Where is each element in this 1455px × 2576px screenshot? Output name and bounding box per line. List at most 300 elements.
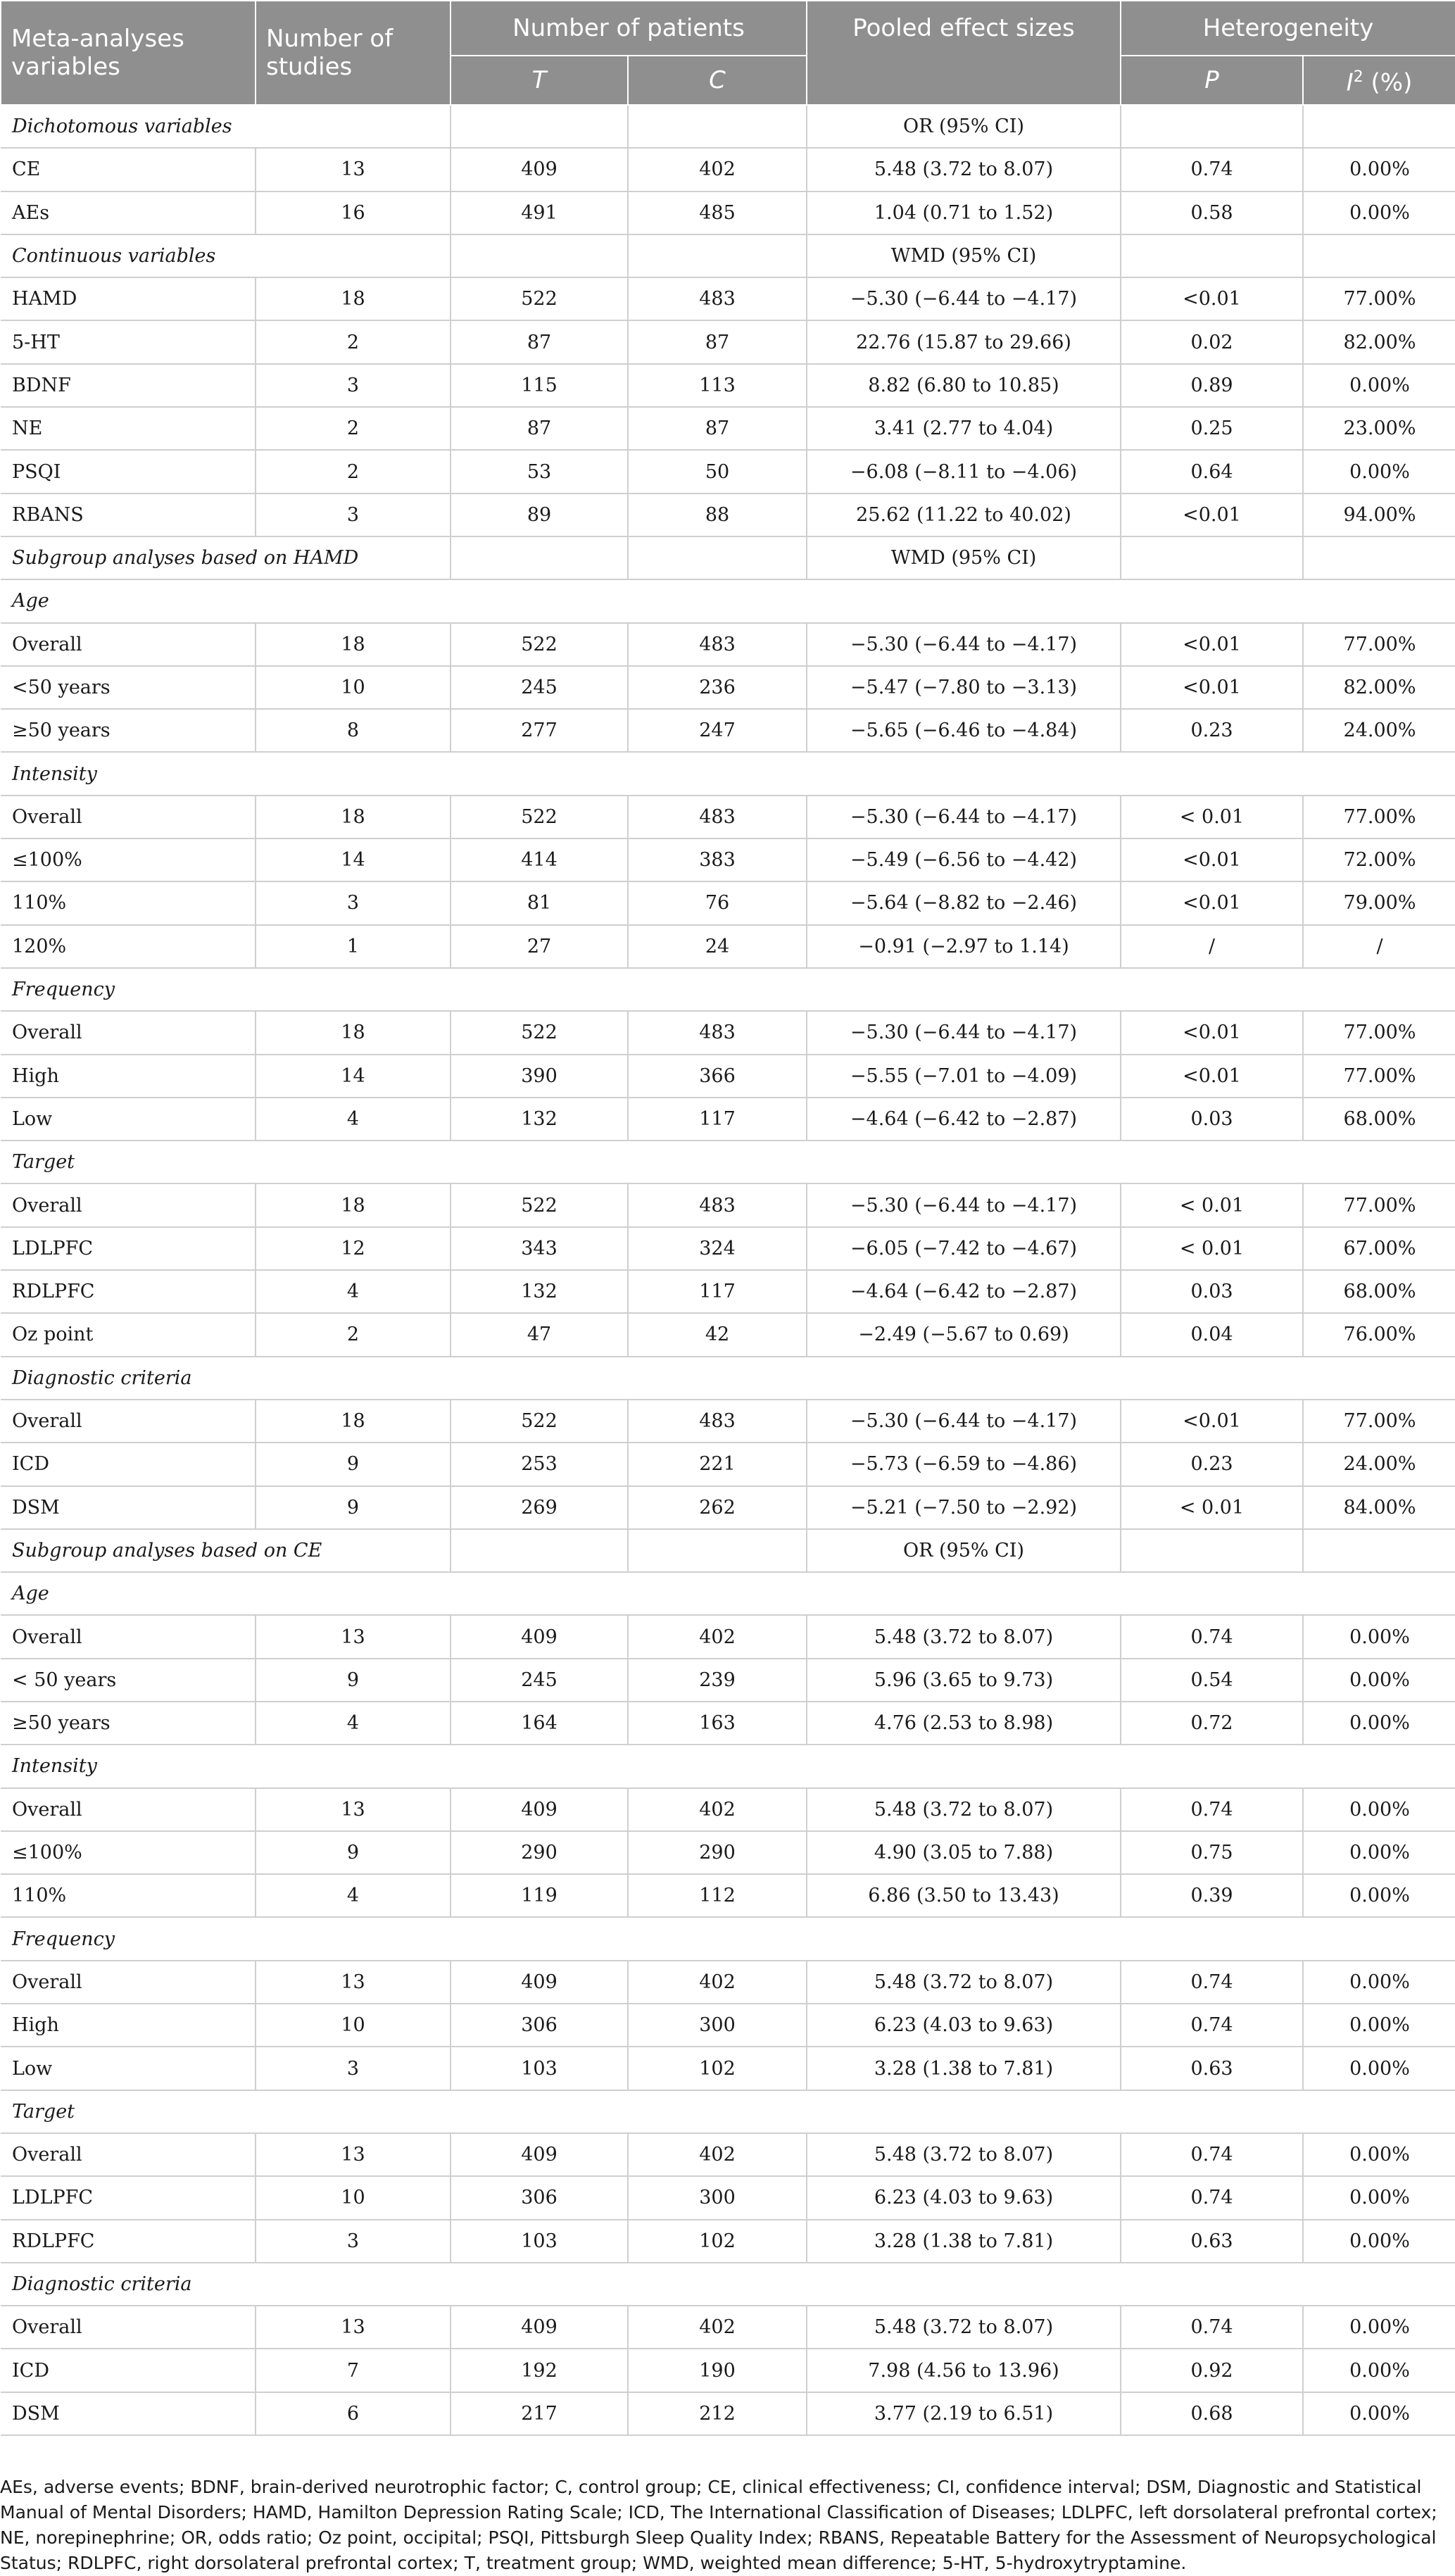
cell-p: 0.74	[1121, 2306, 1303, 2349]
cell-p: 0.89	[1121, 364, 1303, 407]
cell-variable: ≥50 years	[1, 709, 256, 752]
cell-p: 0.39	[1121, 1874, 1303, 1917]
table-row	[1, 494, 1455, 536]
group-label: Diagnostic criteria	[1, 2263, 1455, 2306]
cell-c: 212	[628, 2392, 807, 2435]
cell-variable: Overall	[1, 1961, 256, 2004]
cell-effect: 7.98 (4.56 to 13.96)	[807, 2349, 1121, 2392]
cell-t: 217	[451, 2392, 628, 2435]
cell-effect: 5.48 (3.72 to 8.07)	[807, 1961, 1121, 2004]
cell-t: 119	[451, 1874, 628, 1917]
cell-variable: 110%	[1, 881, 256, 924]
header-patients: Number of patients	[451, 1, 807, 56]
cell-c: 236	[628, 666, 807, 709]
cell-t: 306	[451, 2004, 628, 2047]
cell-variable: 110%	[1, 1874, 256, 1917]
cell-i2	[1303, 234, 1455, 277]
cell-t	[451, 234, 628, 277]
cell-variable: ≥50 years	[1, 1702, 256, 1745]
cell-effect: −4.64 (−6.42 to −2.87)	[807, 1098, 1121, 1141]
cell-studies: 3	[256, 2220, 451, 2263]
cell-i2: 82.00%	[1303, 666, 1455, 709]
table-row	[1, 1183, 1455, 1226]
section-row	[1, 105, 1455, 148]
cell-t: 253	[451, 1443, 628, 1485]
cell-p: 0.03	[1121, 1270, 1303, 1313]
group-label: Age	[1, 1572, 1455, 1615]
cell-p: 0.54	[1121, 1659, 1303, 1702]
table-row	[1, 2004, 1455, 2047]
cell-studies: 3	[256, 881, 451, 924]
cell-studies: 9	[256, 1443, 451, 1485]
cell-i2	[1303, 105, 1455, 148]
cell-variable: RDLPFC	[1, 1270, 256, 1313]
cell-c	[628, 234, 807, 277]
cell-c: 483	[628, 1011, 807, 1054]
cell-p: <0.01	[1121, 1011, 1303, 1054]
cell-i2: 0.00%	[1303, 2176, 1455, 2219]
cell-studies: 14	[256, 1055, 451, 1098]
cell-t: 409	[451, 2133, 628, 2176]
cell-t: 522	[451, 623, 628, 666]
cell-p: <0.01	[1121, 1055, 1303, 1098]
cell-effect: −5.65 (−6.46 to −4.84)	[807, 709, 1121, 752]
cell-t: 409	[451, 1615, 628, 1658]
cell-effect: 25.62 (11.22 to 40.02)	[807, 494, 1121, 536]
table-row	[1, 1486, 1455, 1529]
cell-effect: 6.23 (4.03 to 9.63)	[807, 2004, 1121, 2047]
cell-c: 483	[628, 623, 807, 666]
cell-c: 117	[628, 1270, 807, 1313]
cell-c: 247	[628, 709, 807, 752]
cell-studies: 13	[256, 1615, 451, 1658]
cell-variable: Overall	[1, 1011, 256, 1054]
cell-effect: 3.41 (2.77 to 4.04)	[807, 407, 1121, 450]
cell-i2: 84.00%	[1303, 1486, 1455, 1529]
cell-p: < 0.01	[1121, 1183, 1303, 1226]
cell-p: <0.01	[1121, 881, 1303, 924]
cell-t	[451, 536, 628, 579]
cell-c: 163	[628, 1702, 807, 1745]
cell-effect: −4.64 (−6.42 to −2.87)	[807, 1270, 1121, 1313]
cell-effect: −0.91 (−2.97 to 1.14)	[807, 925, 1121, 968]
cell-studies: 13	[256, 2306, 451, 2349]
cell-effect: 6.23 (4.03 to 9.63)	[807, 2176, 1121, 2219]
cell-studies: 2	[256, 407, 451, 450]
cell-i2: 0.00%	[1303, 148, 1455, 191]
group-row	[1, 1745, 1455, 1788]
cell-t: 132	[451, 1098, 628, 1141]
group-row	[1, 579, 1455, 622]
cell-c: 483	[628, 1183, 807, 1226]
cell-c: 402	[628, 1788, 807, 1831]
cell-i2: 77.00%	[1303, 1400, 1455, 1443]
cell-effect: −5.30 (−6.44 to −4.17)	[807, 1400, 1121, 1443]
cell-c: 366	[628, 1055, 807, 1098]
table-row	[1, 1227, 1455, 1270]
table-row	[1, 2392, 1455, 2435]
table-row	[1, 1831, 1455, 1874]
cell-i2: 0.00%	[1303, 364, 1455, 407]
cell-variable: LDLPFC	[1, 2176, 256, 2219]
cell-t: 409	[451, 148, 628, 191]
header-i2: $I^2$ (%)	[1303, 56, 1455, 105]
table-row	[1, 1615, 1455, 1658]
cell-i2: 0.00%	[1303, 1659, 1455, 1702]
cell-p: 0.68	[1121, 2392, 1303, 2435]
header-heterogeneity: Heterogeneity	[1121, 1, 1455, 56]
cell-studies: 4	[256, 1874, 451, 1917]
cell-studies: 13	[256, 1961, 451, 2004]
cell-variable: ≤100%	[1, 1831, 256, 1874]
cell-effect: −5.30 (−6.44 to −4.17)	[807, 1183, 1121, 1226]
cell-t: 89	[451, 494, 628, 536]
group-label: Frequency	[1, 1917, 1455, 1960]
cell-variable: NE	[1, 407, 256, 450]
table-row	[1, 1313, 1455, 1356]
cell-variable: 5-HT	[1, 320, 256, 363]
cell-i2: 0.00%	[1303, 1831, 1455, 1874]
cell-p	[1121, 1529, 1303, 1572]
table-row	[1, 666, 1455, 709]
header-studies: Number of studies	[256, 1, 451, 105]
cell-p: 0.75	[1121, 1831, 1303, 1874]
cell-c: 290	[628, 1831, 807, 1874]
cell-i2: 67.00%	[1303, 1227, 1455, 1270]
table-row	[1, 277, 1455, 320]
cell-t: 192	[451, 2349, 628, 2392]
cell-i2: 77.00%	[1303, 277, 1455, 320]
cell-c: 485	[628, 191, 807, 234]
cell-t: 522	[451, 1011, 628, 1054]
cell-p: 0.92	[1121, 2349, 1303, 2392]
cell-p: 0.58	[1121, 191, 1303, 234]
cell-p: 0.23	[1121, 709, 1303, 752]
cell-p: <0.01	[1121, 494, 1303, 536]
cell-p: <0.01	[1121, 1400, 1303, 1443]
cell-c	[628, 536, 807, 579]
cell-i2: 23.00%	[1303, 407, 1455, 450]
cell-studies: 18	[256, 1400, 451, 1443]
cell-effect: −5.30 (−6.44 to −4.17)	[807, 623, 1121, 666]
cell-p: 0.74	[1121, 1788, 1303, 1831]
cell-c: 50	[628, 450, 807, 493]
cell-c: 324	[628, 1227, 807, 1270]
cell-studies: 18	[256, 796, 451, 838]
group-row	[1, 2263, 1455, 2306]
cell-studies: 9	[256, 1831, 451, 1874]
cell-c: 221	[628, 1443, 807, 1485]
cell-i2: 77.00%	[1303, 796, 1455, 838]
cell-studies: 18	[256, 1011, 451, 1054]
cell-p: < 0.01	[1121, 796, 1303, 838]
table-row	[1, 2306, 1455, 2349]
cell-i2: 24.00%	[1303, 709, 1455, 752]
cell-variable: AEs	[1, 191, 256, 234]
cell-effect: 5.96 (3.65 to 9.73)	[807, 1659, 1121, 1702]
cell-studies: 18	[256, 623, 451, 666]
cell-effect: 4.90 (3.05 to 7.88)	[807, 1831, 1121, 1874]
table-row	[1, 1098, 1455, 1141]
cell-p: 0.74	[1121, 2004, 1303, 2047]
section-effect-measure: OR (95% CI)	[807, 105, 1121, 148]
cell-c	[628, 1529, 807, 1572]
section-row	[1, 234, 1455, 277]
cell-t: 522	[451, 796, 628, 838]
cell-studies: 3	[256, 494, 451, 536]
cell-studies: 2	[256, 320, 451, 363]
cell-t: 343	[451, 1227, 628, 1270]
table-body	[1, 105, 1455, 2435]
cell-i2: 77.00%	[1303, 1055, 1455, 1098]
cell-c: 113	[628, 364, 807, 407]
cell-i2: 94.00%	[1303, 494, 1455, 536]
table-row	[1, 2047, 1455, 2090]
cell-effect: −5.73 (−6.59 to −4.86)	[807, 1443, 1121, 1485]
cell-p: <0.01	[1121, 666, 1303, 709]
cell-effect: 5.48 (3.72 to 8.07)	[807, 2133, 1121, 2176]
cell-t: 409	[451, 2306, 628, 2349]
cell-variable: RDLPFC	[1, 2220, 256, 2263]
cell-variable: High	[1, 1055, 256, 1098]
cell-t: 103	[451, 2220, 628, 2263]
cell-i2: 0.00%	[1303, 450, 1455, 493]
cell-t: 290	[451, 1831, 628, 1874]
group-row	[1, 1572, 1455, 1615]
cell-variable: HAMD	[1, 277, 256, 320]
cell-c: 483	[628, 277, 807, 320]
cell-i2: 0.00%	[1303, 2047, 1455, 2090]
cell-t: 269	[451, 1486, 628, 1529]
cell-variable: DSM	[1, 1486, 256, 1529]
cell-t: 87	[451, 407, 628, 450]
cell-c: 88	[628, 494, 807, 536]
cell-c: 239	[628, 1659, 807, 1702]
cell-studies: 9	[256, 1486, 451, 1529]
table-row	[1, 796, 1455, 838]
cell-studies: 14	[256, 838, 451, 881]
cell-c: 112	[628, 1874, 807, 1917]
cell-p: < 0.01	[1121, 1486, 1303, 1529]
section-label: Dichotomous variables	[1, 105, 451, 148]
cell-t: 277	[451, 709, 628, 752]
cell-effect: −5.21 (−7.50 to −2.92)	[807, 1486, 1121, 1529]
section-effect-measure: OR (95% CI)	[807, 1529, 1121, 1572]
cell-i2: 0.00%	[1303, 1961, 1455, 2004]
cell-studies: 3	[256, 2047, 451, 2090]
cell-effect: −2.49 (−5.67 to 0.69)	[807, 1313, 1121, 1356]
table-row	[1, 838, 1455, 881]
cell-studies: 13	[256, 148, 451, 191]
cell-t: 522	[451, 277, 628, 320]
cell-t: 306	[451, 2176, 628, 2219]
cell-studies: 4	[256, 1098, 451, 1141]
cell-c: 76	[628, 881, 807, 924]
cell-t: 522	[451, 1400, 628, 1443]
cell-p: 0.74	[1121, 2176, 1303, 2219]
cell-t	[451, 105, 628, 148]
cell-effect: −5.64 (−8.82 to −2.46)	[807, 881, 1121, 924]
cell-studies: 1	[256, 925, 451, 968]
cell-variable: Overall	[1, 623, 256, 666]
cell-studies: 3	[256, 364, 451, 407]
cell-effect: 5.48 (3.72 to 8.07)	[807, 148, 1121, 191]
cell-i2: 77.00%	[1303, 1011, 1455, 1054]
cell-t: 47	[451, 1313, 628, 1356]
cell-studies: 6	[256, 2392, 451, 2435]
cell-i2: 0.00%	[1303, 191, 1455, 234]
table-row	[1, 881, 1455, 924]
cell-i2: 68.00%	[1303, 1098, 1455, 1141]
section-label: Subgroup analyses based on HAMD	[1, 536, 451, 579]
cell-effect: 3.77 (2.19 to 6.51)	[807, 2392, 1121, 2435]
group-row	[1, 1141, 1455, 1183]
table-row	[1, 407, 1455, 450]
cell-effect: 1.04 (0.71 to 1.52)	[807, 191, 1121, 234]
section-effect-measure: WMD (95% CI)	[807, 234, 1121, 277]
cell-p: 0.74	[1121, 2133, 1303, 2176]
cell-t: 53	[451, 450, 628, 493]
header-c: C	[628, 56, 807, 105]
table-row	[1, 1400, 1455, 1443]
section-effect-measure: WMD (95% CI)	[807, 536, 1121, 579]
cell-i2: 72.00%	[1303, 838, 1455, 881]
table-row	[1, 320, 1455, 363]
cell-c: 190	[628, 2349, 807, 2392]
cell-effect: 3.28 (1.38 to 7.81)	[807, 2047, 1121, 2090]
cell-c: 300	[628, 2176, 807, 2219]
group-label: Target	[1, 1141, 1455, 1183]
cell-variable: CE	[1, 148, 256, 191]
cell-c: 402	[628, 148, 807, 191]
cell-studies: 18	[256, 1183, 451, 1226]
table-row	[1, 1702, 1455, 1745]
cell-p: 0.63	[1121, 2220, 1303, 2263]
table-row	[1, 925, 1455, 968]
cell-i2: 0.00%	[1303, 2004, 1455, 2047]
cell-i2	[1303, 1529, 1455, 1572]
table-row	[1, 623, 1455, 666]
cell-c: 42	[628, 1313, 807, 1356]
cell-variable: Overall	[1, 1615, 256, 1658]
cell-p: 0.72	[1121, 1702, 1303, 1745]
cell-p: 0.74	[1121, 148, 1303, 191]
table-footnote: AEs, adverse events; BDNF, brain-derived neurotrophic factor; C, control group; CE, clinical effectiveness; CI, confidence interval; DSM, Diagnostic and Statistical Manual of Mental Disorders; HAMD, Hamilton Depression Rating Scale; ICD, The International Classification of Diseases; LDLPFC, left dorsolateral prefrontal cortex; NE, norepinephrine; OR, odds ratio; Oz point, occipital; PSQI, Pittsburgh Sleep Quality Index; RBANS, Repeatable Battery for the Assessment of Neuropsychological Status; RDLPFC, right dorsolateral prefrontal cortex; T, treatment group; WMD, weighted mean difference; 5-HT, 5-hydroxytryptamine.	[0, 2477, 1437, 2573]
group-label: Intensity	[1, 1745, 1455, 1788]
cell-variable: Overall	[1, 2306, 256, 2349]
cell-i2: 0.00%	[1303, 1788, 1455, 1831]
cell-c: 483	[628, 1400, 807, 1443]
cell-variable: LDLPFC	[1, 1227, 256, 1270]
cell-effect: −5.55 (−7.01 to −4.09)	[807, 1055, 1121, 1098]
cell-variable: BDNF	[1, 364, 256, 407]
cell-i2: 79.00%	[1303, 881, 1455, 924]
cell-variable: Overall	[1, 1788, 256, 1831]
cell-c	[628, 105, 807, 148]
cell-studies: 13	[256, 2133, 451, 2176]
cell-effect: −5.49 (−6.56 to −4.42)	[807, 838, 1121, 881]
table-row	[1, 2349, 1455, 2392]
cell-effect: −6.08 (−8.11 to −4.06)	[807, 450, 1121, 493]
cell-studies: 7	[256, 2349, 451, 2392]
cell-c: 102	[628, 2220, 807, 2263]
cell-i2: 0.00%	[1303, 1615, 1455, 1658]
table-row	[1, 2133, 1455, 2176]
header-variable: Meta-analyses variables	[1, 1, 256, 105]
cell-effect: 5.48 (3.72 to 8.07)	[807, 1788, 1121, 1831]
cell-c: 300	[628, 2004, 807, 2047]
cell-t: 132	[451, 1270, 628, 1313]
cell-effect: −6.05 (−7.42 to −4.67)	[807, 1227, 1121, 1270]
cell-t: 27	[451, 925, 628, 968]
table-row	[1, 709, 1455, 752]
cell-i2: 0.00%	[1303, 2306, 1455, 2349]
table-row	[1, 450, 1455, 493]
cell-c: 102	[628, 2047, 807, 2090]
table-row	[1, 1961, 1455, 2004]
cell-t: 245	[451, 1659, 628, 1702]
cell-i2: 77.00%	[1303, 623, 1455, 666]
cell-variable: ≤100%	[1, 838, 256, 881]
cell-variable: Low	[1, 1098, 256, 1141]
section-row	[1, 536, 1455, 579]
cell-studies: 8	[256, 709, 451, 752]
cell-effect: 4.76 (2.53 to 8.98)	[807, 1702, 1121, 1745]
cell-effect: 5.48 (3.72 to 8.07)	[807, 2306, 1121, 2349]
cell-variable: PSQI	[1, 450, 256, 493]
cell-p: 0.64	[1121, 450, 1303, 493]
cell-i2: 0.00%	[1303, 1702, 1455, 1745]
cell-c: 383	[628, 838, 807, 881]
header-effect: Pooled effect sizes	[807, 1, 1121, 105]
cell-studies: 10	[256, 2004, 451, 2047]
table-row	[1, 1055, 1455, 1098]
section-label: Subgroup analyses based on CE	[1, 1529, 451, 1572]
table-row	[1, 148, 1455, 191]
cell-variable: High	[1, 2004, 256, 2047]
cell-variable: RBANS	[1, 494, 256, 536]
cell-t: 87	[451, 320, 628, 363]
header-t: T	[451, 56, 628, 105]
cell-studies: 16	[256, 191, 451, 234]
cell-p: 0.63	[1121, 2047, 1303, 2090]
group-row	[1, 968, 1455, 1011]
cell-variable: ICD	[1, 1443, 256, 1485]
cell-variable: < 50 years	[1, 1659, 256, 1702]
cell-i2: 0.00%	[1303, 2349, 1455, 2392]
table-row	[1, 1659, 1455, 1702]
header-p: P	[1121, 56, 1303, 105]
cell-i2: 0.00%	[1303, 2392, 1455, 2435]
cell-studies: 18	[256, 277, 451, 320]
cell-i2: 24.00%	[1303, 1443, 1455, 1485]
cell-t: 409	[451, 1961, 628, 2004]
cell-p: 0.23	[1121, 1443, 1303, 1485]
cell-t: 414	[451, 838, 628, 881]
cell-variable: ICD	[1, 2349, 256, 2392]
cell-variable: 120%	[1, 925, 256, 968]
table-row	[1, 1011, 1455, 1054]
group-label: Target	[1, 2090, 1455, 2133]
cell-t: 115	[451, 364, 628, 407]
cell-effect: −5.30 (−6.44 to −4.17)	[807, 277, 1121, 320]
cell-p: <0.01	[1121, 277, 1303, 320]
cell-p	[1121, 234, 1303, 277]
cell-p: /	[1121, 925, 1303, 968]
cell-t: 522	[451, 1183, 628, 1226]
cell-t: 409	[451, 1788, 628, 1831]
cell-t	[451, 1529, 628, 1572]
